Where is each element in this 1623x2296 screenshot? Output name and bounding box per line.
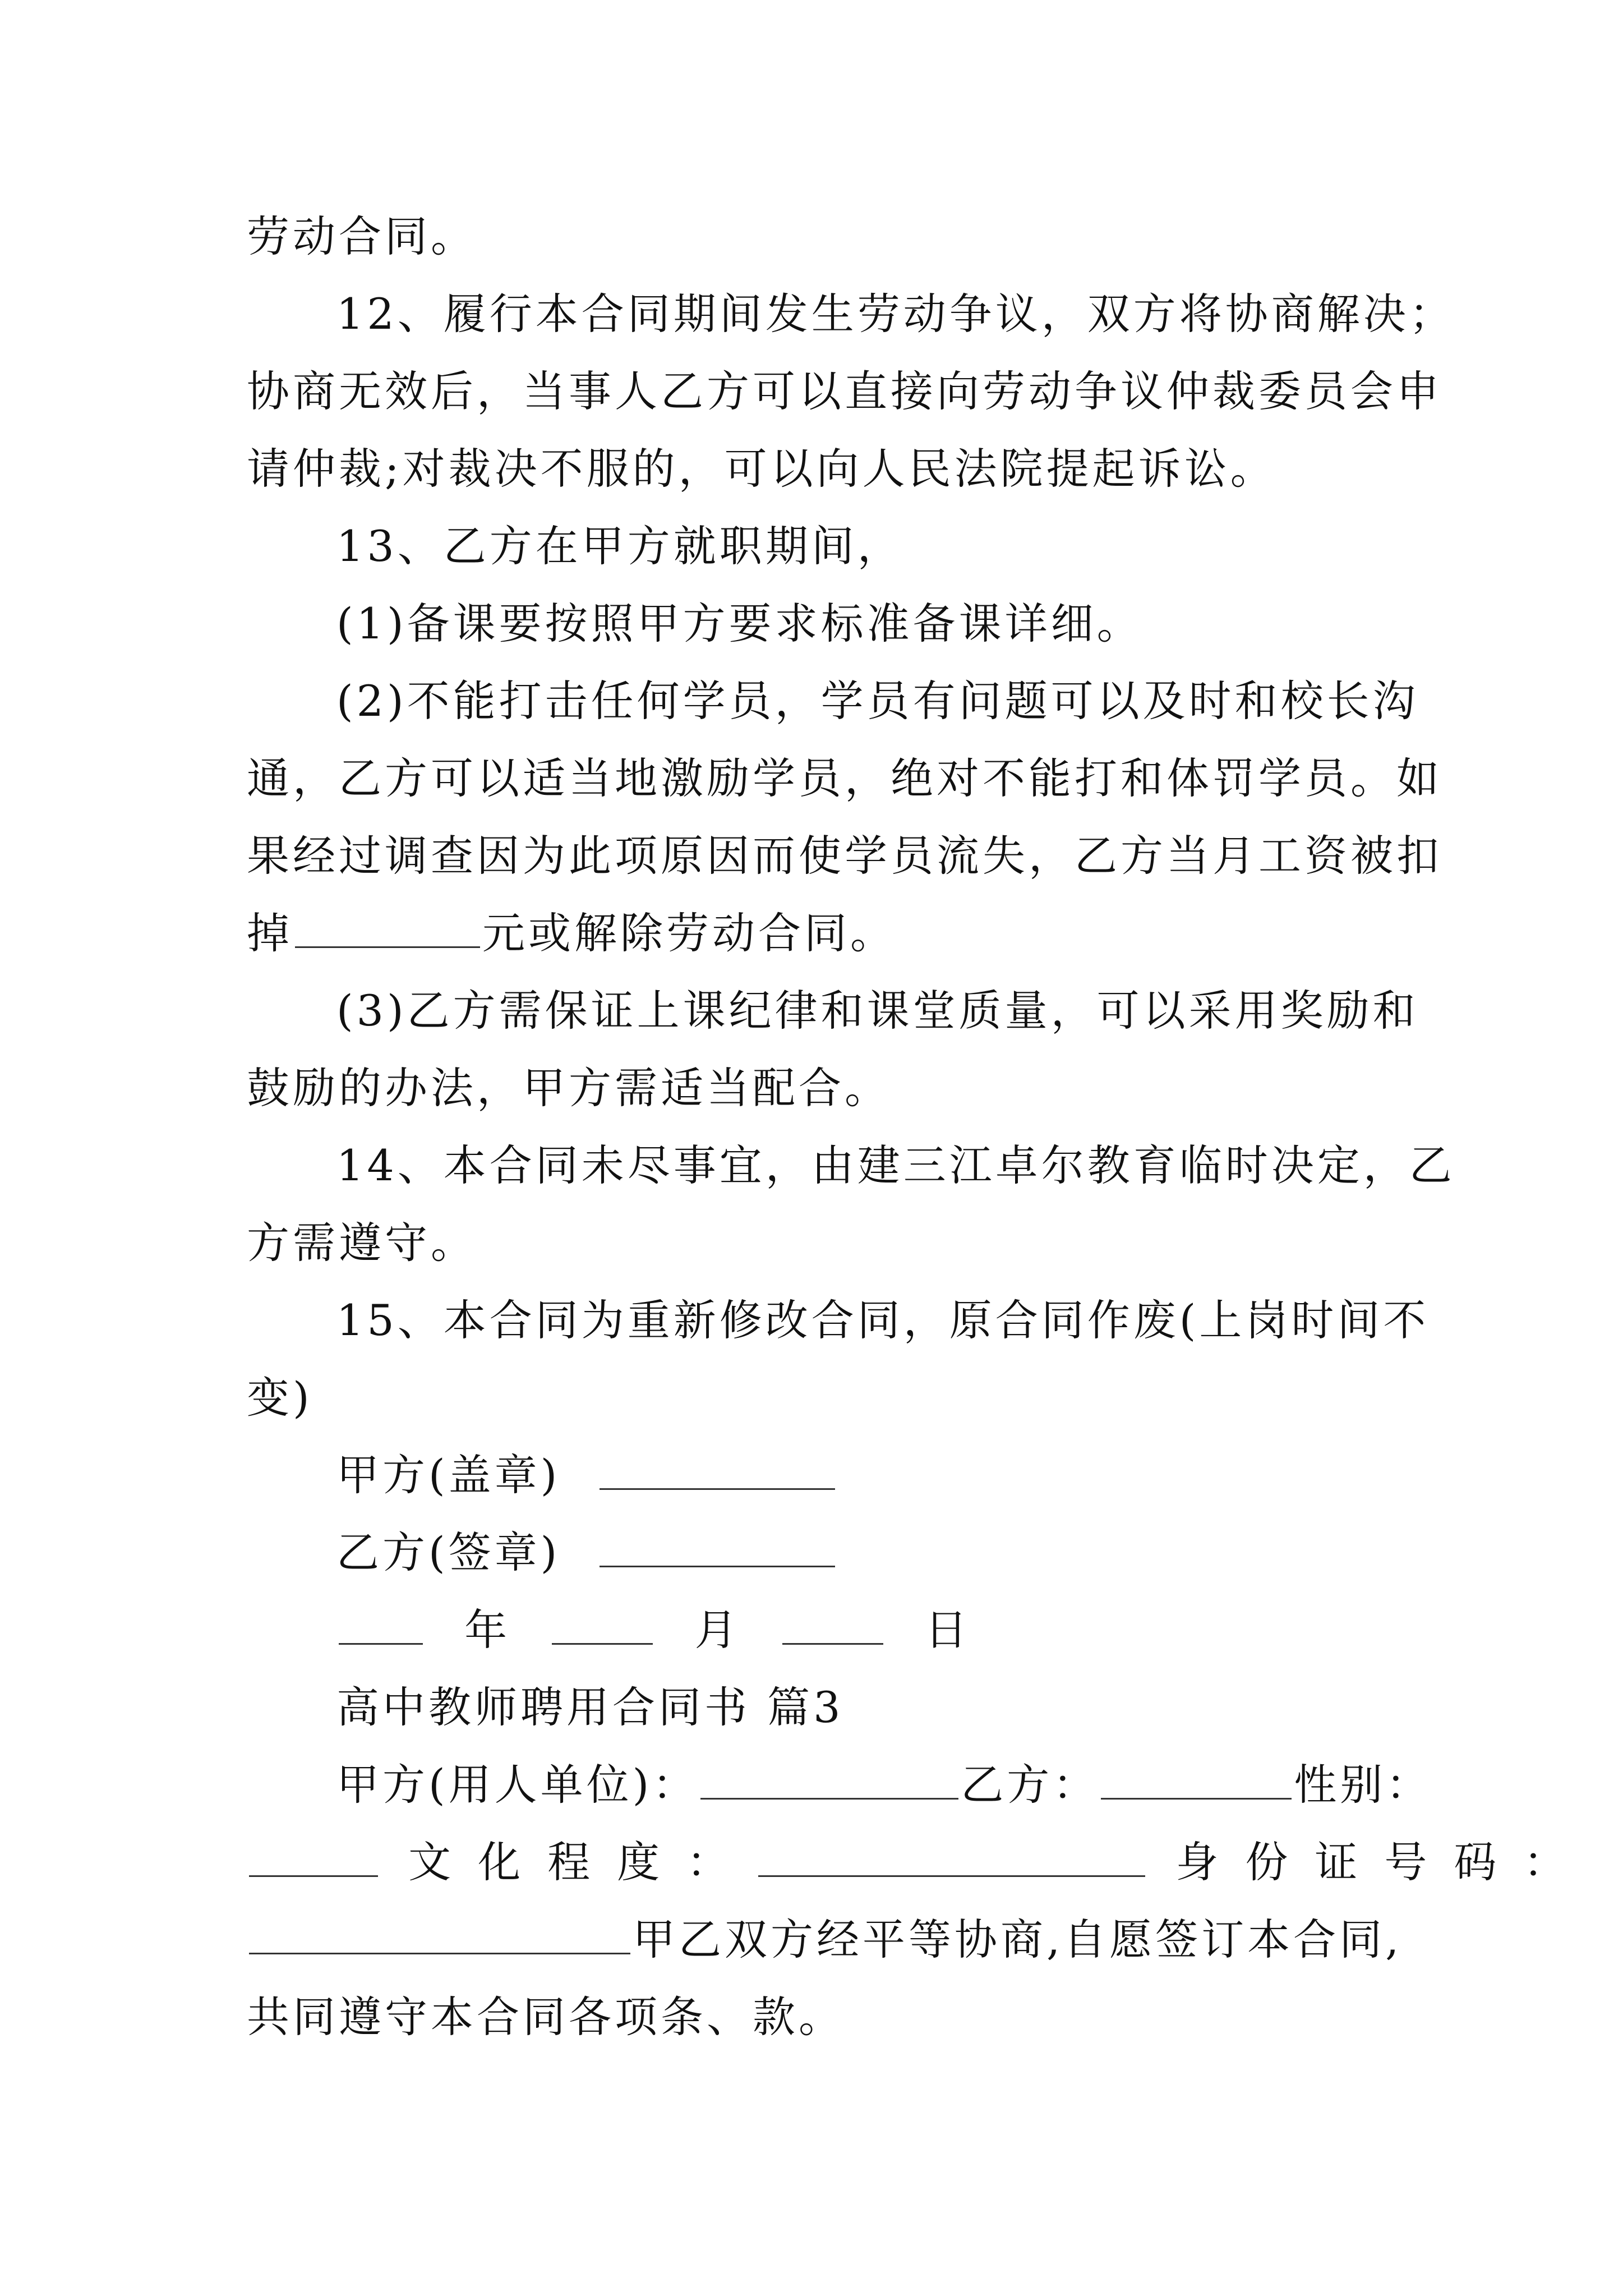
signature-blank-a[interactable] <box>600 1449 835 1490</box>
section-heading: 高中教师聘用合同书 篇3 <box>336 1682 844 1732</box>
clause-13-item-2-line-2: 通，乙方可以适当地激励学员，绝对不能打和体罚学员。如 <box>247 753 1442 803</box>
education-blank[interactable] <box>758 1836 1145 1877</box>
text-segment: 元或解除劳动合同。 <box>482 908 896 958</box>
clause-13-item-3-line-2: 鼓励的办法，甲方需适当配合。 <box>247 1063 891 1113</box>
clause-14-line-2: 方需遵守。 <box>247 1218 477 1268</box>
party-b-blank[interactable] <box>1101 1759 1292 1800</box>
day-blank[interactable] <box>782 1604 883 1645</box>
year-label: 年 <box>464 1605 511 1655</box>
parties-line <box>336 1757 1432 1813</box>
clause-14-line-1: 14、本合同未尽事宜，由建三江卓尔教育临时决定，乙 <box>336 1140 1455 1190</box>
clause-12-line-1: 12、履行本合同期间发生劳动争议，双方将协商解决； <box>336 289 1455 339</box>
paragraph-line: 劳动合同。 <box>247 211 477 261</box>
party-a-label: 甲方(用人单位)： <box>336 1760 699 1810</box>
signature-party-a <box>336 1447 837 1503</box>
month-label: 月 <box>694 1605 741 1655</box>
day-label: 日 <box>924 1605 971 1655</box>
clause-13-item-2-line-4 <box>247 905 896 961</box>
date-line <box>336 1602 993 1658</box>
clause-13-item-2-line-1: (2)不能打击任何学员，学员有问题可以及时和校长沟 <box>336 676 1419 726</box>
signature-party-b <box>336 1525 837 1581</box>
signature-label: 甲方(盖章) <box>336 1450 561 1500</box>
id-number-blank[interactable] <box>249 1913 630 1954</box>
agreement-text: 甲乙双方经平等协商,自愿签订本合同, <box>633 1915 1403 1964</box>
amount-blank[interactable] <box>295 907 480 948</box>
clause-12-line-3: 请仲裁;对裁决不服的，可以向人民法院提起诉讼。 <box>247 444 1276 494</box>
clause-13-item-2-line-3: 果经过调查因为此项原因而使学员流失，乙方当月工资被扣 <box>247 831 1442 881</box>
signature-label: 乙方(签章) <box>336 1527 561 1577</box>
year-blank[interactable] <box>339 1604 423 1645</box>
party-b-label: 乙方： <box>961 1760 1099 1810</box>
clause-13-heading: 13、乙方在甲方就职期间， <box>336 521 903 571</box>
id-number-label: 身份证号码： <box>1175 1837 1593 1887</box>
clause-13-item-3-line-1: (3)乙方需保证上课纪律和课堂质量，可以采用奖励和 <box>336 986 1419 1036</box>
details-line <box>247 1834 1593 1890</box>
clause-15-line-2: 变) <box>247 1373 313 1423</box>
month-blank[interactable] <box>552 1604 653 1645</box>
signature-blank-b[interactable] <box>600 1526 835 1567</box>
clause-15-line-1: 15、本合同为重新修改合同，原合同作废(上岗时间不 <box>336 1295 1430 1345</box>
party-a-blank[interactable] <box>700 1759 958 1800</box>
clause-13-item-1: (1)备课要按照甲方要求标准备课详细。 <box>336 599 1143 648</box>
agreement-line <box>247 1912 1402 1968</box>
gender-blank[interactable] <box>249 1836 378 1877</box>
agreement-line-2: 共同遵守本合同各项条、款。 <box>247 1992 845 2042</box>
gender-label: 性别： <box>1294 1760 1432 1810</box>
clause-12-line-2: 协商无效后，当事人乙方可以直接向劳动争议仲裁委员会申 <box>247 366 1442 416</box>
education-label: 文化程度： <box>408 1837 757 1887</box>
text-segment: 掉 <box>247 908 293 958</box>
